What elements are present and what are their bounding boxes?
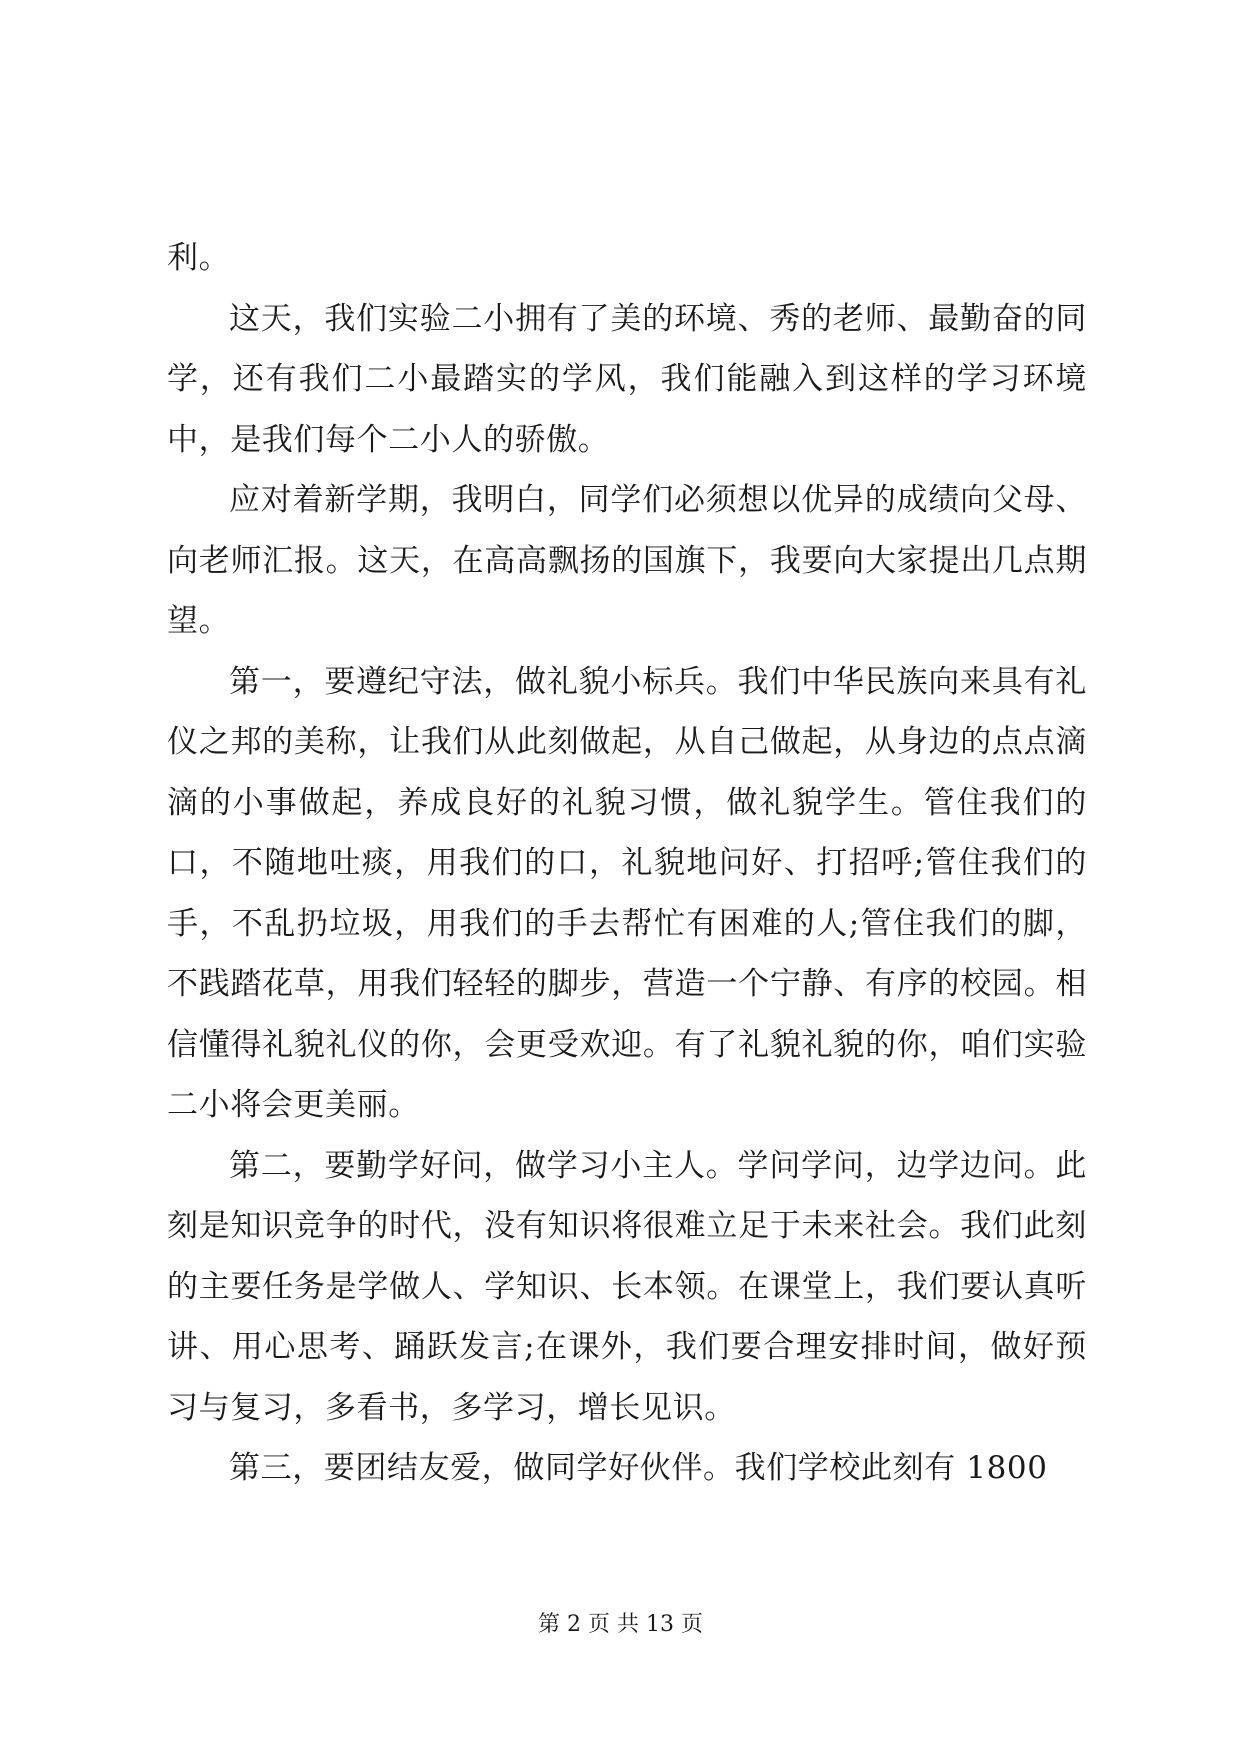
page-number-label: 第 2 页 共 13 页 (538, 1612, 703, 1637)
paragraph: 第二，要勤学好问，做学习小主人。学问学问，边学边问。此刻是知识竞争的时代，没有知识将很难立足于未来社会。我们此刻的主要任务是学做人、学知识、长本领。在课堂上，我们要认真听讲、用心思考、踊跃发言;在课外，我们要合理安排时间，做好预习与复习，多看书，多学习，增长见识。 (167, 1147, 1087, 1426)
paragraph: 应对着新学期，我明白，同学们必须想以优异的成绩向父母、向老师汇报。这天，在高高飘扬的国旗下，我要向大家提出几点期望。 (167, 482, 1087, 639)
page-footer (0, 1611, 1241, 1639)
document-body (167, 228, 1087, 1499)
paragraph: 这天，我们实验二小拥有了美的环境、秀的老师、最勤奋的同学，还有我们二小最踏实的学风，我们能融入到这样的学习环境中，是我们每个二小人的骄傲。 (167, 300, 1087, 458)
paragraph: 利。 (167, 240, 231, 276)
paragraph: 第三，要团结友爱，做同学好伙伴。我们学校此刻有 1800 (229, 1450, 1048, 1486)
paragraph: 第一，要遵纪守法，做礼貌小标兵。我们中华民族向来具有礼仪之邦的美称，让我们从此刻做起，从自己做起，从身边的点点滴滴的小事做起，养成良好的礼貌习惯，做礼貌学生。管住我们的口，不随地吐痰，用我们的口，礼貌地问好、打招呼;管住我们的手，不乱扔垃圾，用我们的手去帮忙有困难的人;管住我们的脚，不践踏花草，用我们轻轻的脚步，营造一个宁静、有序的校园。相信懂得礼貌礼仪的你，会更受欢迎。有了礼貌礼貌的你，咱们实验二小将会更美丽。 (167, 663, 1087, 1123)
